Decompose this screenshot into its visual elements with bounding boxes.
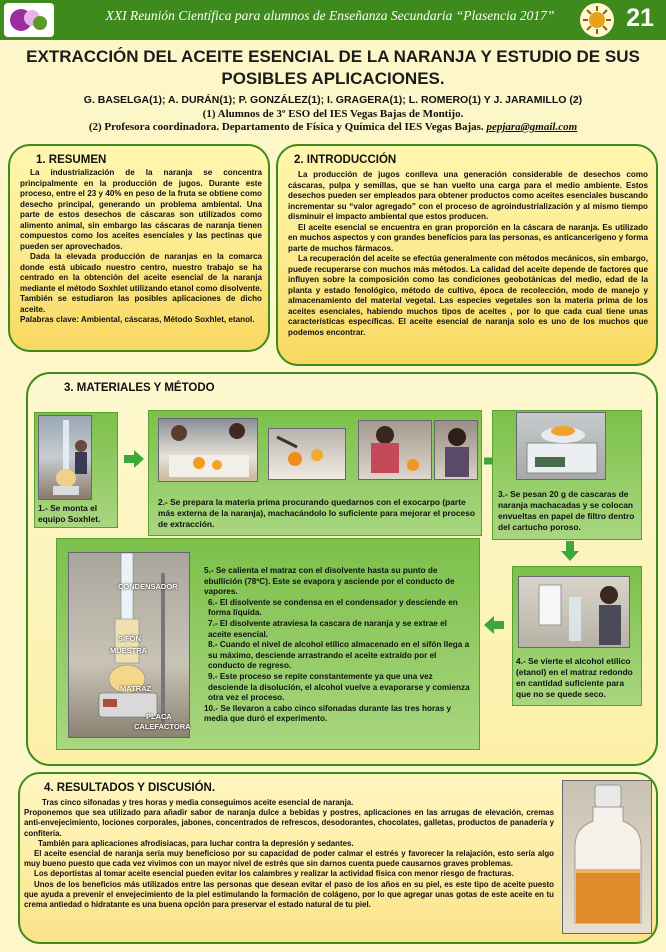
contact-email[interactable]: pepjara@gmail.com: [486, 121, 578, 133]
label-condensador: CONDENSADOR: [118, 582, 178, 591]
step2-caption: 2.- Se prepara la materia prima procurando quedarnos con el exocarpo (parte más externa de la naranja), machacándolo lo suficiente para mejorar el proceso de extracción.: [158, 497, 475, 529]
step4-photo-pour: [518, 576, 630, 648]
essential-oil-bottle-photo: [562, 780, 652, 934]
school-logo: [4, 3, 54, 37]
resultados-p1: Tras cinco sifonadas y tres horas y media conseguimos aceite esencial de naranja.: [42, 798, 354, 807]
step3-photo-scale: [516, 412, 606, 480]
soxhlet-diagram-photo: [68, 552, 190, 738]
poster-number: 21: [626, 4, 654, 32]
resultados-p4: El aceite esencial de naranja sería muy beneficioso por su capacidad de poder calmar el estrés y favorecer la relajación, esto sería algo muy bueno puesto que cada vez vivimos con un mayor nivel de estrés que sin darnos cuenta puede causarnos graves problemas.: [24, 849, 554, 869]
step8-text: 8.- Cuando el nivel de alcohol etílico almacenado en el sifón llega a su máximo, desciende arrastrando el aceite extraído por el conducto de regreso.: [208, 640, 470, 671]
intro-body: [288, 170, 648, 338]
step2-photo-4: [434, 420, 478, 480]
step7-text: 7.- El disolvente atraviesa la cascara de naranja y se extrae el aceite esencial.: [208, 618, 447, 639]
resultados-p5: Los deportistas al tomar aceite esencial pueden evitar los calambres y realizar la actividad física con menor riesgo de fracturas.: [34, 869, 514, 879]
step3-caption: 3.- Se pesan 20 g de cascaras de naranja machacadas y se colocan envueltas en papel de filtro dentro del cartucho poroso.: [498, 489, 635, 532]
intro-heading: 2. INTRODUCCIÓN: [294, 154, 397, 166]
resultados-p3: También para aplicaciones afrodisiacas, para luchar contra la depresión y sedantes.: [38, 838, 354, 848]
intro-p1: La producción de jugos conlleva una generación considerable de desechos como cáscaras, pulpa y semillas, que se han vuelto una carga para el medio ambiente. Estos desechos pueden ser empleados para obtener productos como aceites esenciales buscando incrementar su “valor agregado” con el proceso de agroindustrialización y al mismo tiempo disminuir el impacto ambiental que estos producen.: [288, 170, 648, 221]
label-matraz: MATRAZ: [120, 684, 152, 693]
resumen-body: [20, 168, 262, 326]
arrow-right-icon: [124, 450, 144, 468]
step1-caption: 1.- Se monta el equipo Soxhlet.: [38, 503, 101, 524]
conference-title: XXI Reunión Científica para alumnos de Enseñanza Secundaria “Plasencia 2017”: [105, 8, 555, 23]
resumen-keywords: Palabras clave: Ambiental, cáscaras, Método Soxhlet, etanol.: [20, 315, 255, 324]
affiliation-teacher-text: (2) Profesora coordinadora. Departamento de Física y Química del IES Vegas Bajas.: [88, 121, 487, 133]
step4-caption: 4.- Se vierte el alcohol etílico (etanol) en el matraz redondo en cantidad suficiente para que no se quede seco.: [516, 656, 633, 699]
label-placa: PLACA: [146, 712, 172, 721]
step5-text: 5.- Se calienta el matraz con el disolvente hasta su punto de ebullición (78ºC). Este se evapora y asciende por el conducto de vapores.: [204, 566, 455, 597]
label-muestra: MUESTRA: [110, 646, 148, 655]
label-calefactora: CALEFACTORA: [134, 722, 191, 731]
poster-title: EXTRACCIÓN DEL ACEITE ESENCIAL DE LA NARANJA Y ESTUDIO DE SUS POSIBLES APLICACIONES.: [26, 47, 640, 88]
affiliation-teacher: [0, 121, 666, 133]
step9-text: 9.- Este proceso se repite constantemente ya que una vez desciende la disolución, el alcohol vuelve a evaporarse y comienza otra vez el proceso.: [208, 671, 470, 703]
resultados-p6: Unos de los beneficios más utilizados entre las personas que desean evitar el paso de los años en su piel, es este tipo de aceite puesto que ayuda a prevenir el envejecimiento de la piel estimulando la formación de colágeno, por lo que agregar unas gotas de este aceite en tu crema antiedad o hidratante es una buena opción para preservar el estado natural de tu piel.: [24, 879, 554, 910]
metodo-heading: 3. MATERIALES Y MÉTODO: [64, 382, 215, 394]
steps-5-10: [204, 566, 470, 725]
intro-panel: [276, 144, 658, 366]
intro-p3: La recuperación del aceite se efectúa generalmente con métodos mecánicos, sin embargo, puede recuperarse con muchos más métodos. La calidad del aceite depende de factores que influyen sobre la composición como las condiciones geobotánicas del medio, edad de la planta y estado fenológico, método de cultivo, época de recolección, modo de manejo y almacenamiento del material vegetal. Las especies vegetales son la materia prima de los aceites esenciales, habiendo muchos tipos de aceites , por lo que cada cual tiene unas características específicas. El aceite esencial de naranja solo es uno de los muchos que podemos encontrar.: [288, 254, 648, 337]
affiliation-students: (1) Alumnos de 3º ESO del IES Vegas Bajas de Montijo.: [202, 108, 464, 120]
resultados-body: [24, 798, 554, 910]
step2-photo-3: [358, 420, 432, 480]
arrow-down-icon: [560, 541, 580, 561]
arrow-left-icon: [484, 616, 504, 634]
resultados-p2: Proponemos que sea utilizado para añadir sabor de naranja dulce a bebidas y postres, aplicaciones en las arrugas de elevación, cremas anti-envejecimiento, lociones corporales, jabones, concentrados de refrescos, desodorantes, chocolates, galletas, productos de panadería y confitería.: [24, 808, 554, 838]
intro-p2: El aceite esencial se encuentra en gran proporción en la cáscara de naranja. Es utilizado en muchos aspectos y con grandes beneficios para las personas, es anticancerígeno y forma parte de muchos fármacos.: [288, 222, 648, 253]
authors: G. BASELGA(1); A. DURÁN(1); P. GONZÁLEZ(1); I. GRAGERA(1); L. ROMERO(1) Y J. JARAMILLO (2): [83, 94, 583, 106]
step2-photo-1: [158, 418, 258, 482]
resumen-p2: Dada la elevada producción de naranjas en la comarca donde está ubicado nuestro centro, nuestro trabajo se ha centrado en la obtención del aceite esencial de la naranja mediante el método Soxhlet utilizando etanol como disolvente. También se estudiaron las posibles aplicaciones de dicho aceite.: [20, 252, 262, 314]
resumen-heading: 1. RESUMEN: [36, 154, 107, 166]
step1-photo-soxhlet-setup: [38, 415, 92, 500]
resultados-heading: 4. RESULTADOS Y DISCUSIÓN.: [44, 782, 216, 794]
step6-text: 6.- El disolvente se condensa en el condensador y desciende en forma líquida.: [208, 597, 458, 618]
step2-photo-2: [268, 428, 346, 480]
resumen-panel: [8, 144, 270, 352]
step10-text: 10.- Se llevaron a cabo cinco sifonadas durante las tres horas y media que duró el experimento.: [204, 703, 452, 724]
conference-logo: [580, 3, 614, 37]
label-sifon: SIFÓN: [118, 634, 141, 643]
resumen-p1: La industrialización de la naranja se concentra principalmente en la producción de jugos. Durante este proceso, entre el 23 y 40% en peso de la fruta se obtiene como desecho principal, generando un problema ambiental. Una parte de estos desechos de cáscaras son utilizados como alimento animal, sin embargo las cáscaras de naranja tienen compuestos como los aceites esenciales y las pectinas que pueden ser aprovechados.: [20, 168, 262, 251]
